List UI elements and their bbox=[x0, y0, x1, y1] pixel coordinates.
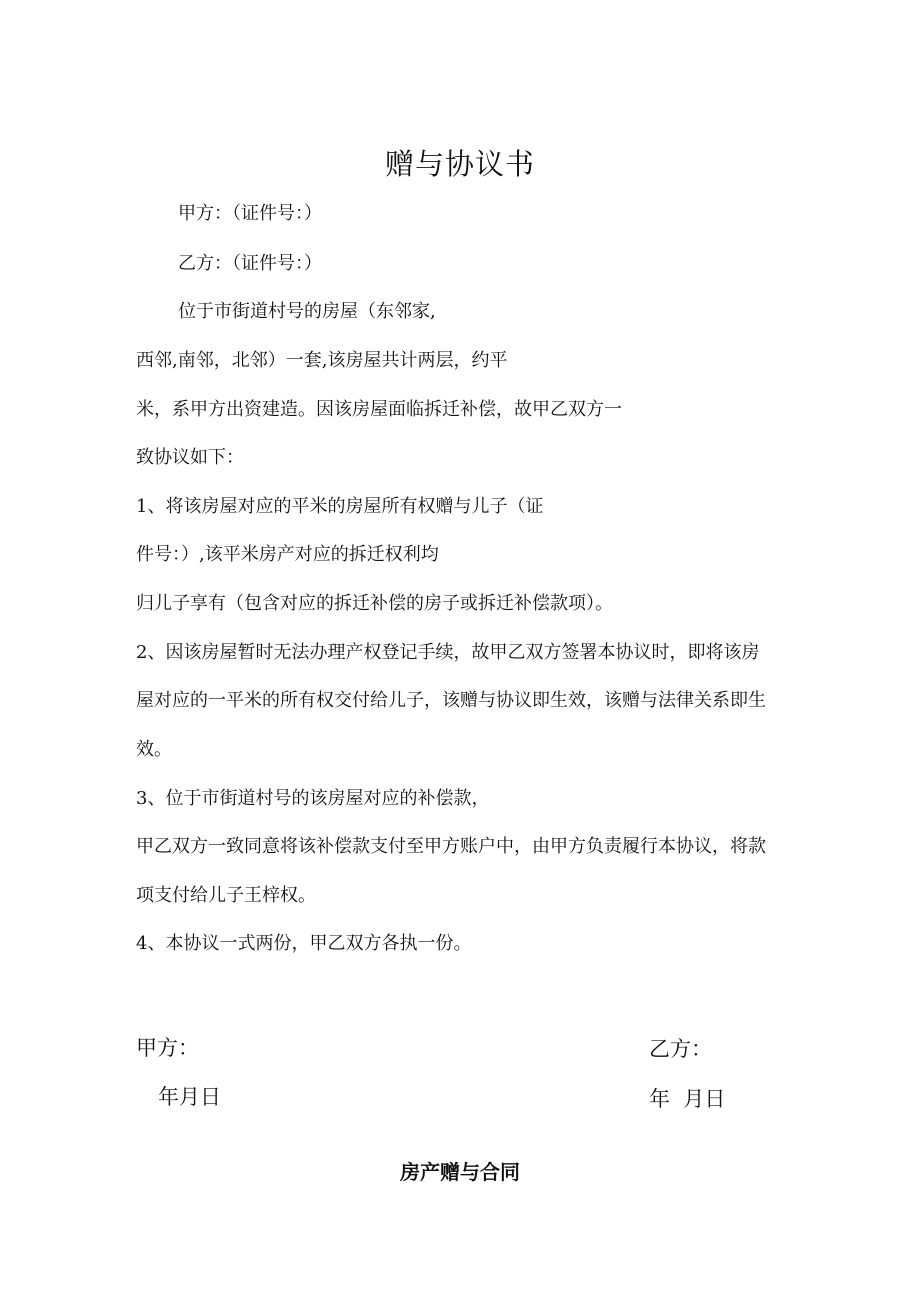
intro-line-3: 米，系甲方出资建造。因该房屋面临拆迁补偿，故甲乙双方一 bbox=[136, 399, 622, 420]
party-a-line: 甲方：（证件号：） bbox=[178, 203, 322, 224]
clause-1-line-3: 归儿子享有（包含对应的拆迁补偿的房子或拆迁补偿款项）。 bbox=[136, 593, 613, 614]
party-b-signature-date: 年 月日 bbox=[649, 1087, 726, 1111]
clause-1-line-1: 1、将该房屋对应的平米的房屋所有权赠与儿子（证 bbox=[136, 496, 544, 517]
clause-3-line-2: 甲乙双方一致同意将该补偿款支付至甲方账户中，由甲方负责履行本协议，将款 bbox=[136, 836, 766, 857]
document-title: 赠与协议书 bbox=[384, 147, 535, 181]
party-a-signature-label: 甲方： bbox=[136, 1036, 199, 1060]
clause-2-line-2: 屋对应的一平米的所有权交付给儿子，该赠与协议即生效，该赠与法律关系即生 bbox=[136, 690, 766, 711]
clause-3-line-1: 3、位于市街道村号的该房屋对应的补偿款， bbox=[136, 788, 490, 809]
intro-line-1: 位于市街道村号的房屋（东邻家, bbox=[178, 301, 436, 322]
clause-2-line-1: 2、因该房屋暂时无法办理产权登记手续，故甲乙双方签署本协议时，即将该房 bbox=[136, 642, 760, 663]
party-a-signature-date: 年月日 bbox=[158, 1085, 221, 1109]
intro-line-4: 致协议如下： bbox=[136, 447, 244, 468]
clause-1-line-2: 件号：）,该平米房产对应的拆迁权利均 bbox=[136, 544, 439, 565]
intro-line-2: 西邻,南邻，北邻）一套,该房屋共计两层，约平 bbox=[136, 350, 508, 371]
party-b-signature-label: 乙方： bbox=[649, 1037, 712, 1061]
next-document-title: 房产赠与合同 bbox=[400, 1160, 520, 1184]
clause-4-line: 4、本协议一式两份，甲乙双方各执一份。 bbox=[136, 933, 472, 954]
clause-3-line-3: 项支付给儿子王梓权。 bbox=[136, 885, 316, 906]
party-b-line: 乙方：（证件号：） bbox=[178, 253, 322, 274]
clause-2-line-3: 效。 bbox=[136, 739, 172, 760]
